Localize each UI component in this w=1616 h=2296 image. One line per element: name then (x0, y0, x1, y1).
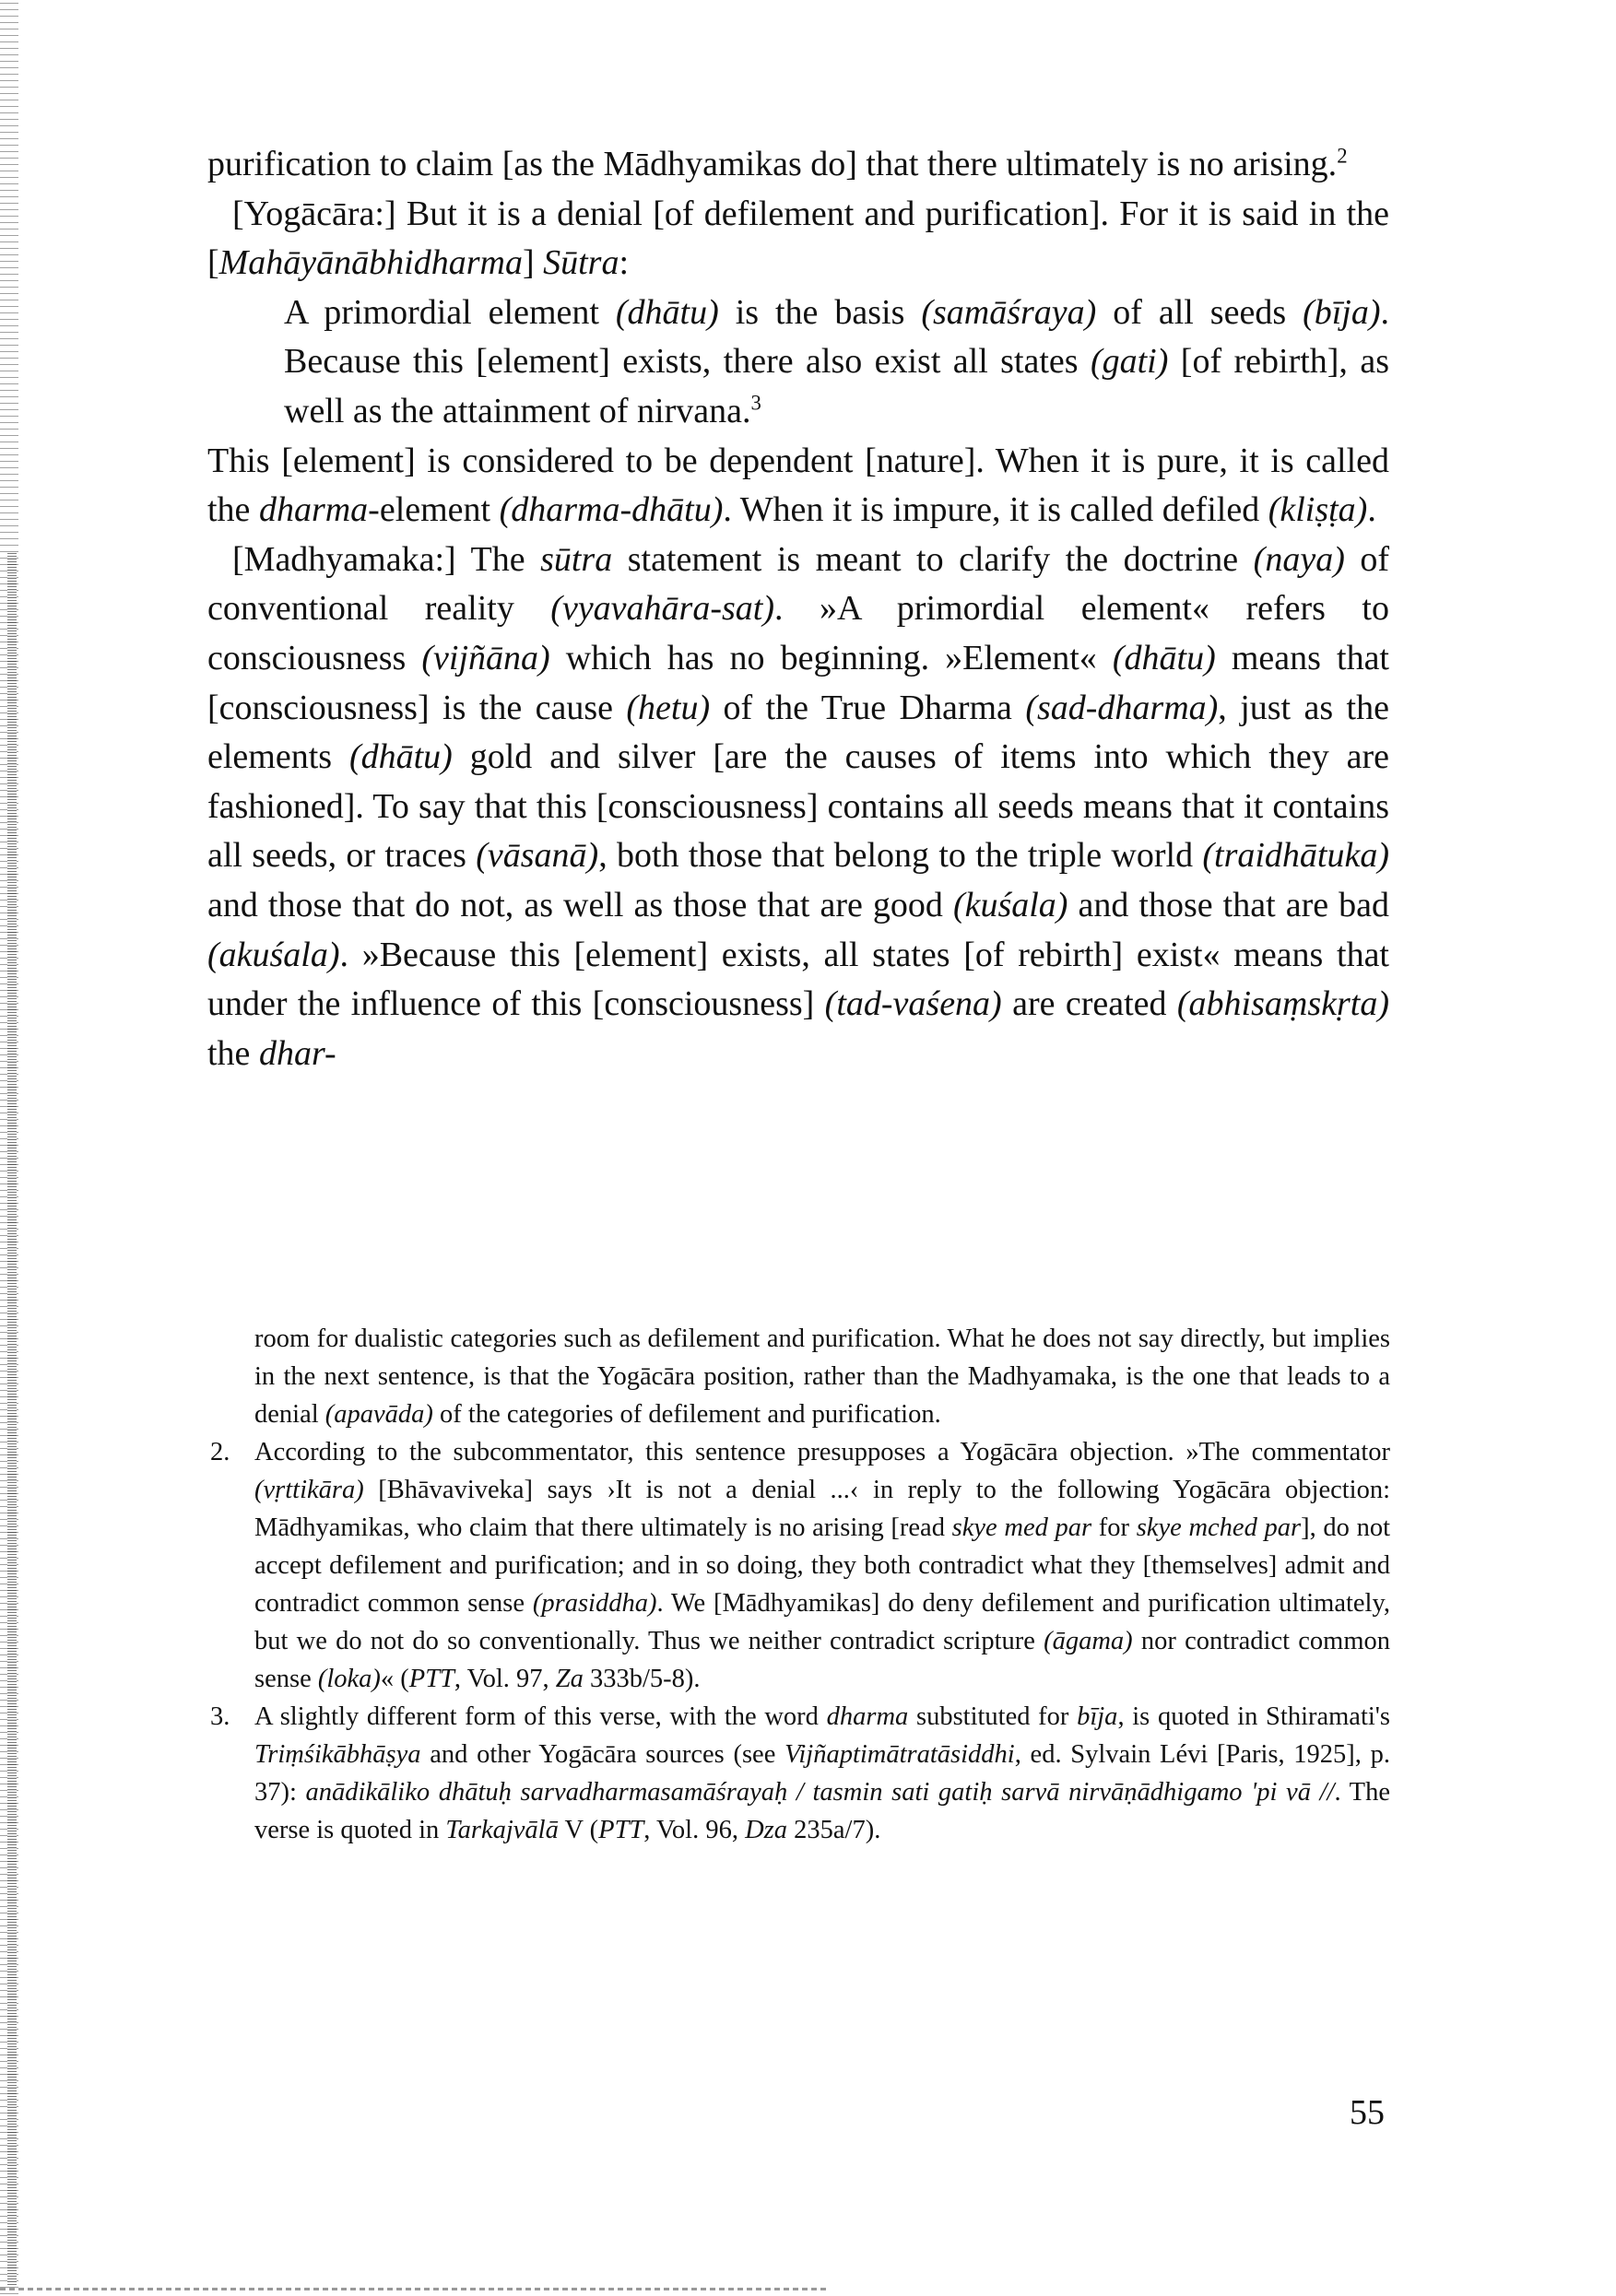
page-number: 55 (1350, 2093, 1385, 2132)
footnote-1-continued: room for dualistic categories such as defilement and purification. What he does not say directly, but implies in the next sentence, is that the Yogācāra position, rather than the Madhyamaka, is the one that leads to a denial (apavāda) of the categories of defilement and purification. (254, 1325, 1390, 1429)
scan-edge-artifact-dense (7, 553, 17, 2286)
paragraph-continued: purification to claim [as the Mādhyamikas do] that there ultimately is no arising.$^2$ (207, 144, 1348, 183)
scan-bottom-artifact (0, 2288, 830, 2290)
block-quote-sutra: A primordial element (dhātu) is the basis (samāśraya) of all seeds (bīja). Because this [element] exists, there also exist all states (gati) [of rebirth], as well as the attainment of nirvana.$^3$ (284, 292, 1389, 430)
footnote-ref-2[interactable]: 2 (1337, 144, 1348, 168)
footnote-2: 2. According to the subcommentator, this sentence presupposes a Yogācāra objection. »The commentator (vṛttikāra) [Bhāvaviveka] says ›It is not a denial ...‹ in reply to the following Yogācāra objection: Mādhyamikas, who claim that there ultimately is no arising [read skye med par for skye mched par], do not accept defilement and purification; and in so doing, they both contradict what they [themselves] admit and contradict common sense (prasiddha). We [Mādhyamikas] do deny defilement and purification ultimately, but we do not do so conventionally. Thus we neither contradict scripture (āgama) nor contradict common sense (loka)« (PTT, Vol. 97, Za 333b/5-8). (210, 1433, 1390, 1698)
paragraph-dependent-nature: This [element] is considered to be dependent [nature]. When it is pure, it is called the dharma-element (dharma-dhātu). When it is impure, it is called defiled (kliṣṭa). (207, 441, 1389, 530)
main-text (207, 140, 1389, 1078)
footnote-number: 3. (210, 1702, 230, 1731)
paragraph-yogacara: [Yogācāra:] But it is a denial [of defilement and purification]. For it is said in the [Mahāyānābhidharma] Sūtra: (207, 194, 1389, 283)
footnote-number: 2. (210, 1438, 230, 1466)
footnote-3: 3. A slightly different form of this verse, with the word dharma substituted for bīja, is quoted in Sthiramati's Triṃśikābhāṣya and other Yogācāra sources (see Vijñaptimātratāsiddhi, ed. Sylvain Lévi [Paris, 1925], p. 37): anādikāliko dhātuḥ sarvadharmasamāśrayaḥ / tasmin sati gatiḥ sarvā nirvāṇādhigamo 'pi vā //. The verse is quoted in Tarkajvālā V (PTT, Vol. 96, Dza 235a/7). (210, 1698, 1390, 1849)
paragraph-madhyamaka: [Madhyamaka:] The sūtra statement is meant to clarify the doctrine (naya) of conventional reality (vyavahāra-sat). »A primordial element« refers to consciousness (vijñāna) which has no beginning. »Element« (dhātu) means that [consciousness] is the cause (hetu) of the True Dharma (sad-dharma), just as the elements (dhātu) gold and silver [are the causes of items into which they are fashioned]. To say that this [consciousness] contains all seeds means that it contains all seeds, or traces (vāsanā), both those that belong to the triple world (traidhātuka) and those that do not, as well as those that are good (kuśala) and those that are bad (akuśala). »Because this [element] exists, all states [of rebirth] exist« means that under the influence of this [consciousness] (tad-vaśena) are created (abhisaṃskṛta) the dhar- (207, 539, 1390, 1073)
footnotes-section (210, 1320, 1390, 1849)
footnote-ref-3[interactable]: 3 (750, 391, 761, 415)
